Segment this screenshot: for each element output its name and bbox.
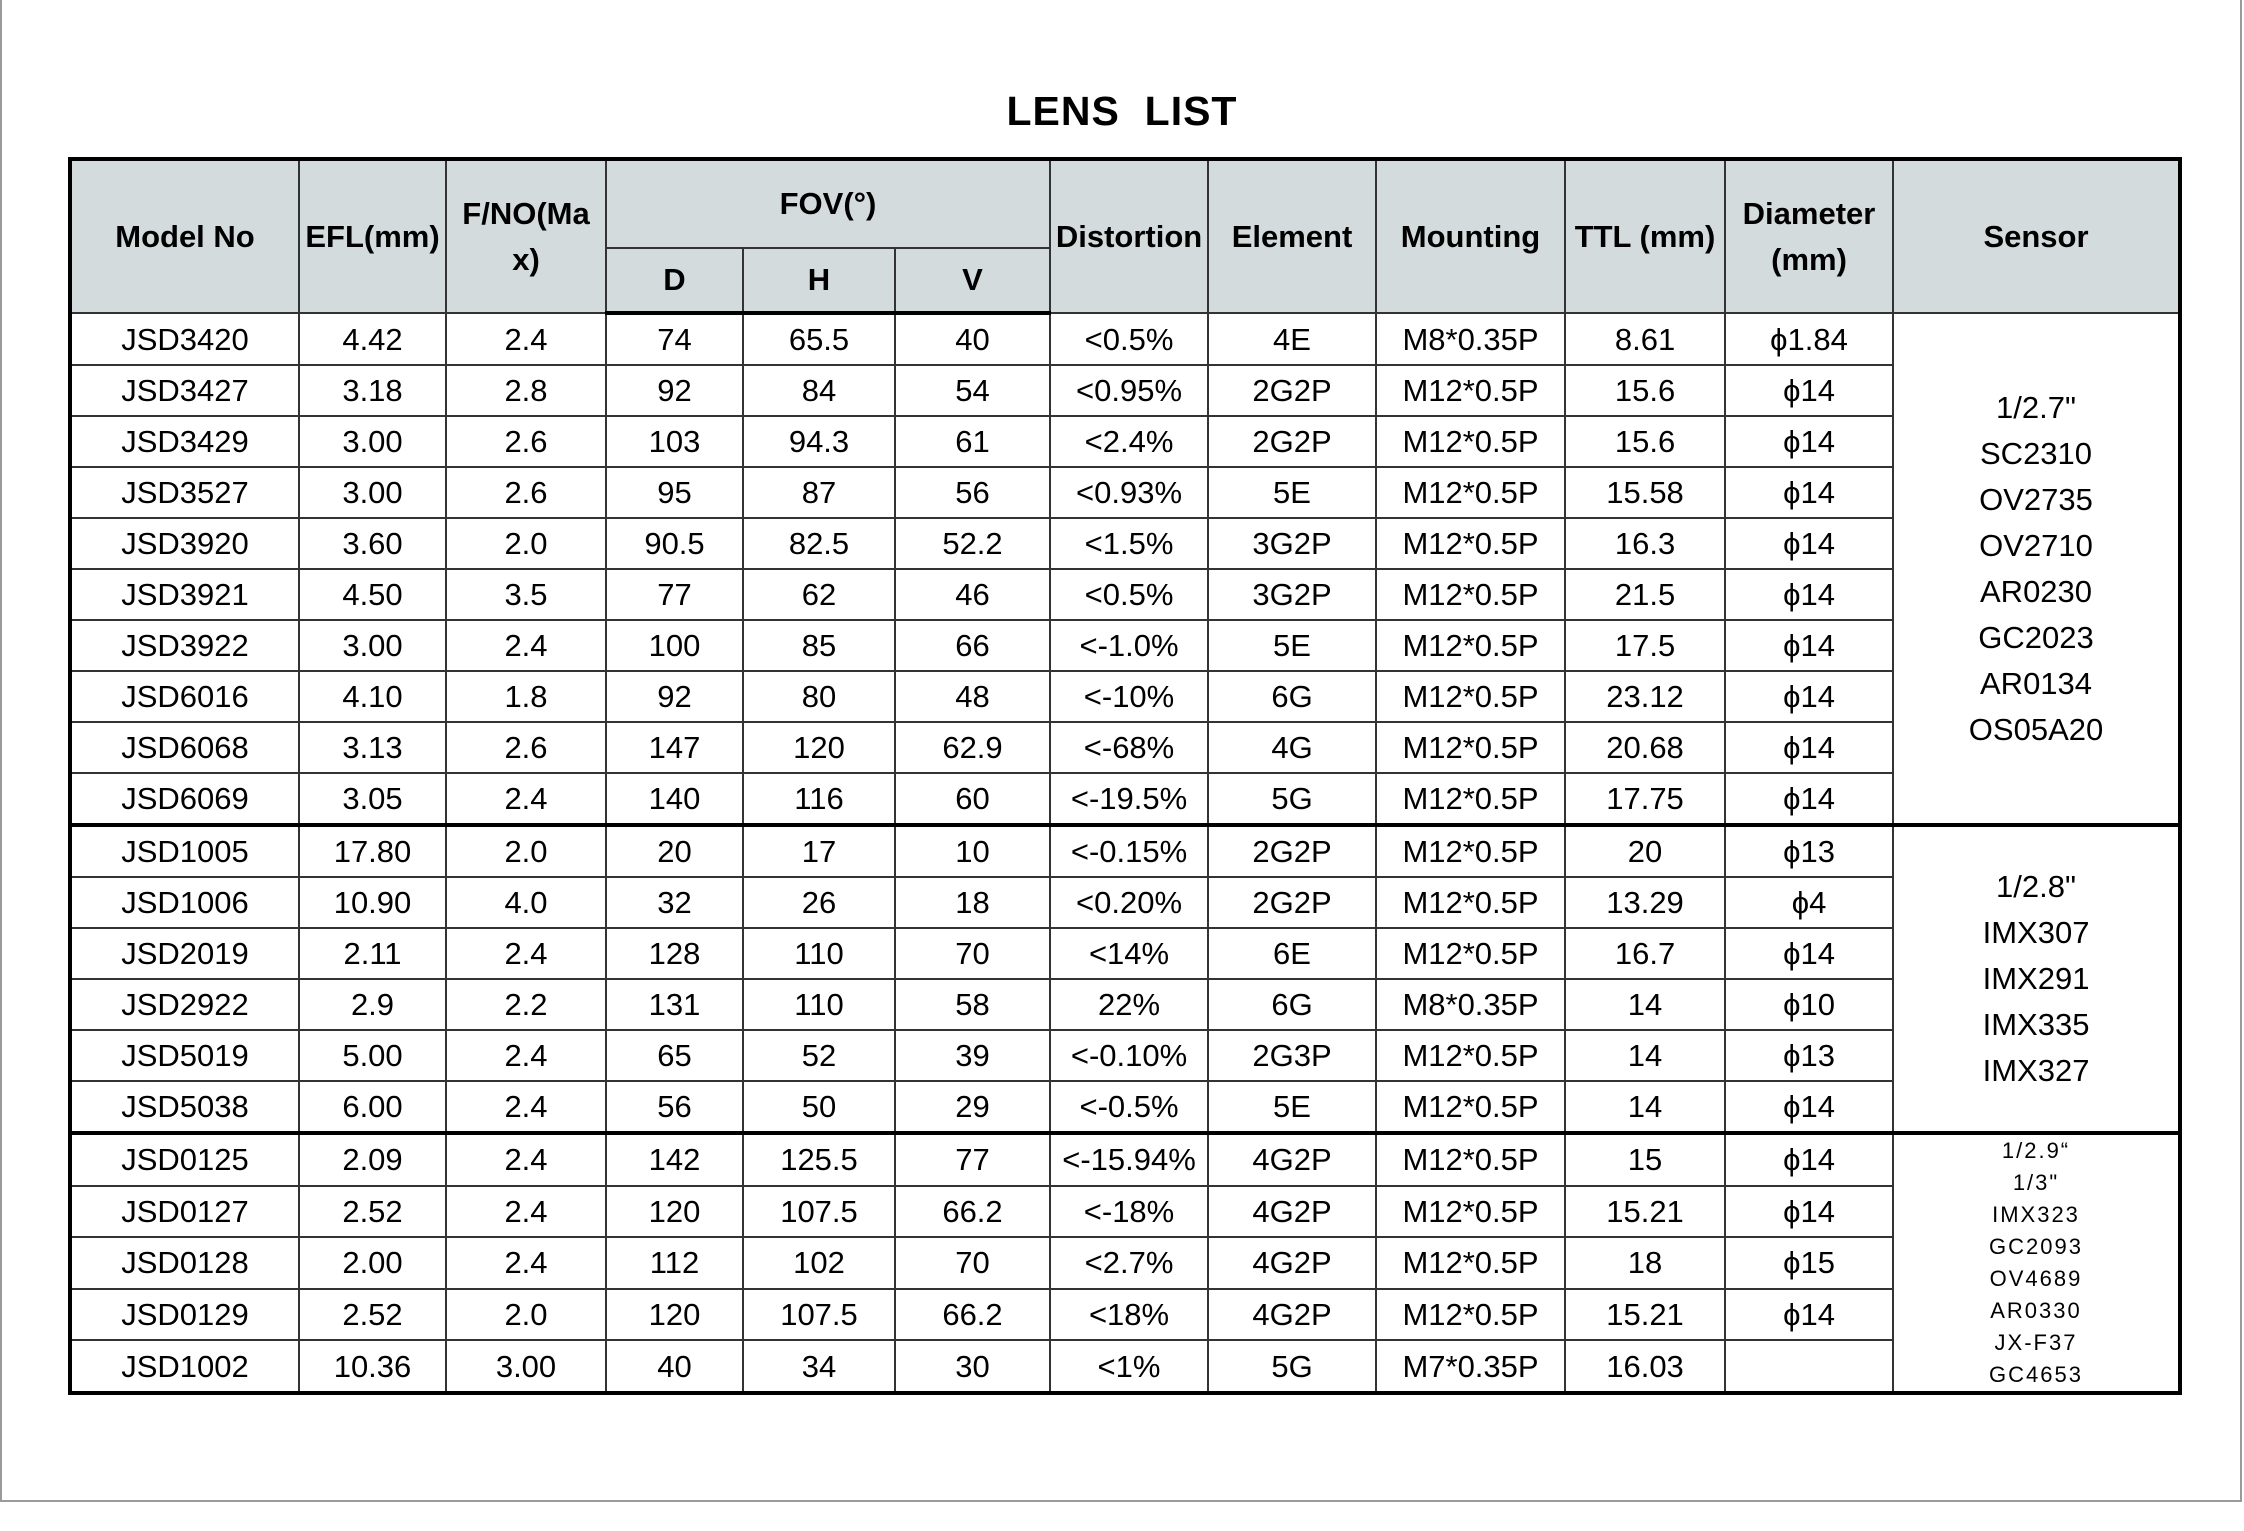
element-cell: 4G2P	[1208, 1186, 1376, 1238]
model-cell: JSD3420	[70, 313, 299, 365]
fov-h-cell: 116	[743, 773, 895, 825]
efl-cell: 3.18	[299, 365, 446, 416]
ttl-cell: 21.5	[1565, 569, 1725, 620]
model-cell: JSD3527	[70, 467, 299, 518]
element-cell: 5E	[1208, 467, 1376, 518]
ttl-cell: 8.61	[1565, 313, 1725, 365]
fov-h-cell: 110	[743, 928, 895, 979]
element-cell: 5E	[1208, 1081, 1376, 1133]
sensor-name: 1/2.9“	[2001, 1138, 2071, 1163]
model-cell: JSD1002	[70, 1340, 299, 1393]
diameter-cell: ϕ10	[1725, 979, 1893, 1030]
header-model: Model No	[70, 159, 299, 313]
table-row	[70, 1237, 2180, 1289]
fno-cell: 2.2	[446, 979, 606, 1030]
header-efl: EFL(mm)	[299, 159, 446, 313]
fov-d-cell: 95	[606, 467, 743, 518]
lens-group-3	[70, 1133, 2180, 1393]
ttl-cell: 20	[1565, 825, 1725, 877]
diameter-cell: ϕ14	[1725, 671, 1893, 722]
model-cell: JSD0127	[70, 1186, 299, 1238]
sensor-cell	[1893, 825, 2180, 1133]
diameter-cell: ϕ14	[1725, 1186, 1893, 1238]
element-cell: 6G	[1208, 671, 1376, 722]
sensor-name: IMX323	[1992, 1202, 2080, 1227]
fov-h-cell: 120	[743, 722, 895, 773]
efl-cell: 3.00	[299, 467, 446, 518]
lens-group-1	[70, 313, 2180, 825]
fov-h-cell: 94.3	[743, 416, 895, 467]
sensor-name: OV2735	[1979, 481, 2093, 517]
ttl-cell: 14	[1565, 1081, 1725, 1133]
ttl-cell: 18	[1565, 1237, 1725, 1289]
fov-v-cell: 70	[895, 1237, 1050, 1289]
efl-cell: 4.50	[299, 569, 446, 620]
fov-d-cell: 140	[606, 773, 743, 825]
distortion-cell: <0.95%	[1050, 365, 1208, 416]
element-cell: 2G2P	[1208, 825, 1376, 877]
efl-cell: 2.9	[299, 979, 446, 1030]
distortion-cell: <0.20%	[1050, 877, 1208, 928]
mounting-cell: M12*0.5P	[1376, 825, 1565, 877]
model-cell: JSD0129	[70, 1289, 299, 1341]
model-cell: JSD0128	[70, 1237, 299, 1289]
distortion-cell: <-10%	[1050, 671, 1208, 722]
table-row	[70, 979, 2180, 1030]
fov-h-cell: 102	[743, 1237, 895, 1289]
efl-cell: 6.00	[299, 1081, 446, 1133]
fov-v-cell: 48	[895, 671, 1050, 722]
header-fov-h: H	[743, 248, 895, 313]
header-mounting: Mounting	[1376, 159, 1565, 313]
header-diameter: Diameter (mm)	[1725, 159, 1893, 313]
mounting-cell: M12*0.5P	[1376, 722, 1565, 773]
efl-cell: 3.05	[299, 773, 446, 825]
fov-d-cell: 20	[606, 825, 743, 877]
mounting-cell: M12*0.5P	[1376, 1186, 1565, 1238]
fov-v-cell: 66	[895, 620, 1050, 671]
element-cell: 4G	[1208, 722, 1376, 773]
diameter-cell	[1725, 1340, 1893, 1393]
mounting-cell: M12*0.5P	[1376, 365, 1565, 416]
fov-v-cell: 62.9	[895, 722, 1050, 773]
element-cell: 2G2P	[1208, 365, 1376, 416]
sensor-cell	[1893, 1133, 2180, 1393]
ttl-cell: 17.75	[1565, 773, 1725, 825]
diameter-cell: ϕ13	[1725, 1030, 1893, 1081]
efl-cell: 17.80	[299, 825, 446, 877]
diameter-cell: ϕ14	[1725, 1133, 1893, 1186]
element-cell: 5E	[1208, 620, 1376, 671]
model-cell: JSD3920	[70, 518, 299, 569]
fov-h-cell: 62	[743, 569, 895, 620]
fno-cell: 2.4	[446, 1186, 606, 1238]
fov-v-cell: 29	[895, 1081, 1050, 1133]
model-cell: JSD1006	[70, 877, 299, 928]
diameter-cell: ϕ14	[1725, 1081, 1893, 1133]
fov-v-cell: 40	[895, 313, 1050, 365]
mounting-cell: M7*0.35P	[1376, 1340, 1565, 1393]
fov-v-cell: 52.2	[895, 518, 1050, 569]
fno-cell: 2.6	[446, 467, 606, 518]
header-distortion: Distortion	[1050, 159, 1208, 313]
mounting-cell: M12*0.5P	[1376, 1289, 1565, 1341]
efl-cell: 2.52	[299, 1186, 446, 1238]
fno-cell: 2.4	[446, 1030, 606, 1081]
distortion-cell: <-15.94%	[1050, 1133, 1208, 1186]
fov-d-cell: 112	[606, 1237, 743, 1289]
fov-d-cell: 77	[606, 569, 743, 620]
fno-cell: 2.4	[446, 1133, 606, 1186]
efl-cell: 2.11	[299, 928, 446, 979]
fno-cell: 3.5	[446, 569, 606, 620]
diameter-cell: ϕ14	[1725, 518, 1893, 569]
ttl-cell: 17.5	[1565, 620, 1725, 671]
fov-d-cell: 120	[606, 1289, 743, 1341]
ttl-cell: 16.7	[1565, 928, 1725, 979]
ttl-cell: 15.6	[1565, 416, 1725, 467]
table-row	[70, 518, 2180, 569]
fov-d-cell: 142	[606, 1133, 743, 1186]
header-fno: F/NO(Ma x)	[446, 159, 606, 313]
ttl-cell: 15	[1565, 1133, 1725, 1186]
sensor-name: AR0230	[1980, 573, 2093, 609]
fov-d-cell: 147	[606, 722, 743, 773]
sensor-name: SC2310	[1980, 435, 2093, 471]
table-row	[70, 1030, 2180, 1081]
distortion-cell: <-0.15%	[1050, 825, 1208, 877]
diameter-cell: ϕ14	[1725, 620, 1893, 671]
fno-cell: 3.00	[446, 1340, 606, 1393]
diameter-cell: ϕ15	[1725, 1237, 1893, 1289]
header-fov: FOV(°)	[606, 159, 1050, 248]
efl-cell: 2.09	[299, 1133, 446, 1186]
table-row	[70, 928, 2180, 979]
distortion-cell: <-68%	[1050, 722, 1208, 773]
fno-cell: 2.4	[446, 928, 606, 979]
table-row	[70, 722, 2180, 773]
fov-v-cell: 61	[895, 416, 1050, 467]
fov-h-cell: 87	[743, 467, 895, 518]
distortion-cell: <-0.5%	[1050, 1081, 1208, 1133]
distortion-cell: <1.5%	[1050, 518, 1208, 569]
distortion-cell: <0.93%	[1050, 467, 1208, 518]
ttl-cell: 14	[1565, 979, 1725, 1030]
fov-h-cell: 107.5	[743, 1289, 895, 1341]
fov-v-cell: 30	[895, 1340, 1050, 1393]
header-fov-d: D	[606, 248, 743, 313]
fov-d-cell: 65	[606, 1030, 743, 1081]
fov-d-cell: 92	[606, 671, 743, 722]
mounting-cell: M12*0.5P	[1376, 928, 1565, 979]
diameter-cell: ϕ14	[1725, 569, 1893, 620]
mounting-cell: M12*0.5P	[1376, 1030, 1565, 1081]
model-cell: JSD1005	[70, 825, 299, 877]
mounting-cell: M12*0.5P	[1376, 877, 1565, 928]
mounting-cell: M12*0.5P	[1376, 569, 1565, 620]
efl-cell: 5.00	[299, 1030, 446, 1081]
ttl-cell: 23.12	[1565, 671, 1725, 722]
fov-v-cell: 70	[895, 928, 1050, 979]
ttl-cell: 16.03	[1565, 1340, 1725, 1393]
efl-cell: 2.00	[299, 1237, 446, 1289]
fov-v-cell: 56	[895, 467, 1050, 518]
distortion-cell: <0.5%	[1050, 569, 1208, 620]
fov-d-cell: 40	[606, 1340, 743, 1393]
lens-table	[68, 157, 2182, 1395]
fov-v-cell: 60	[895, 773, 1050, 825]
fov-d-cell: 103	[606, 416, 743, 467]
sensor-name: OS05A20	[1968, 711, 2104, 747]
element-cell: 4G2P	[1208, 1237, 1376, 1289]
mounting-cell: M12*0.5P	[1376, 1133, 1565, 1186]
table-row	[70, 416, 2180, 467]
fov-d-cell: 90.5	[606, 518, 743, 569]
table-row	[70, 825, 2180, 877]
table-row	[70, 620, 2180, 671]
sensor-name: 1/2.7"	[1996, 389, 2076, 425]
sensor-name: 1/3"	[2012, 1170, 2060, 1195]
model-cell: JSD5019	[70, 1030, 299, 1081]
ttl-cell: 20.68	[1565, 722, 1725, 773]
fov-h-cell: 84	[743, 365, 895, 416]
model-cell: JSD6069	[70, 773, 299, 825]
mounting-cell: M12*0.5P	[1376, 416, 1565, 467]
model-cell: JSD2922	[70, 979, 299, 1030]
model-cell: JSD2019	[70, 928, 299, 979]
header-ttl: TTL (mm)	[1565, 159, 1725, 313]
element-cell: 3G2P	[1208, 569, 1376, 620]
distortion-cell: <0.5%	[1050, 313, 1208, 365]
element-cell: 4G2P	[1208, 1133, 1376, 1186]
distortion-cell: <-0.10%	[1050, 1030, 1208, 1081]
fov-v-cell: 18	[895, 877, 1050, 928]
table-row	[70, 1133, 2180, 1186]
fov-d-cell: 74	[606, 313, 743, 365]
table-row	[70, 671, 2180, 722]
element-cell: 3G2P	[1208, 518, 1376, 569]
fno-cell: 2.8	[446, 365, 606, 416]
fov-h-cell: 80	[743, 671, 895, 722]
sensor-name: IMX335	[1982, 1007, 2090, 1042]
mounting-cell: M12*0.5P	[1376, 518, 1565, 569]
fov-v-cell: 46	[895, 569, 1050, 620]
fno-cell: 2.0	[446, 1289, 606, 1341]
fov-d-cell: 92	[606, 365, 743, 416]
efl-cell: 2.52	[299, 1289, 446, 1341]
efl-cell: 3.00	[299, 416, 446, 467]
model-cell: JSD0125	[70, 1133, 299, 1186]
sensor-name: OV2710	[1979, 527, 2093, 563]
mounting-cell: M12*0.5P	[1376, 1081, 1565, 1133]
header-element: Element	[1208, 159, 1376, 313]
header-fov-v: V	[895, 248, 1050, 313]
fov-d-cell: 131	[606, 979, 743, 1030]
model-cell: JSD3922	[70, 620, 299, 671]
fov-h-cell: 125.5	[743, 1133, 895, 1186]
element-cell: 4G2P	[1208, 1289, 1376, 1341]
diameter-cell: ϕ14	[1725, 416, 1893, 467]
fno-cell: 2.4	[446, 773, 606, 825]
model-cell: JSD3921	[70, 569, 299, 620]
model-cell: JSD3429	[70, 416, 299, 467]
ttl-cell: 15.58	[1565, 467, 1725, 518]
element-cell: 5G	[1208, 1340, 1376, 1393]
distortion-cell: <1%	[1050, 1340, 1208, 1393]
sensor-name: GC4653	[1989, 1362, 2083, 1387]
fno-cell: 2.4	[446, 313, 606, 365]
fov-v-cell: 77	[895, 1133, 1050, 1186]
table-row	[70, 773, 2180, 825]
page-title: LENS LIST	[1006, 88, 1238, 134]
element-cell: 2G2P	[1208, 877, 1376, 928]
model-cell: JSD5038	[70, 1081, 299, 1133]
diameter-cell: ϕ1.84	[1725, 313, 1893, 365]
fov-h-cell: 50	[743, 1081, 895, 1133]
fov-h-cell: 17	[743, 825, 895, 877]
ttl-cell: 15.21	[1565, 1186, 1725, 1238]
fno-cell: 2.4	[446, 1081, 606, 1133]
sensor-name: AR0134	[1980, 665, 2093, 701]
table-row	[70, 1186, 2180, 1238]
fno-cell: 2.4	[446, 1237, 606, 1289]
table-row	[70, 365, 2180, 416]
fov-v-cell: 10	[895, 825, 1050, 877]
element-cell: 5G	[1208, 773, 1376, 825]
diameter-cell: ϕ4	[1725, 877, 1893, 928]
sensor-name: AR0330	[1990, 1298, 2082, 1323]
header-sensor: Sensor	[1893, 159, 2180, 313]
ttl-cell: 15.21	[1565, 1289, 1725, 1341]
fov-d-cell: 100	[606, 620, 743, 671]
fov-d-cell: 32	[606, 877, 743, 928]
efl-cell: 3.00	[299, 620, 446, 671]
distortion-cell: <18%	[1050, 1289, 1208, 1341]
table-row	[70, 569, 2180, 620]
mounting-cell: M8*0.35P	[1376, 313, 1565, 365]
diameter-cell: ϕ14	[1725, 928, 1893, 979]
efl-cell: 3.60	[299, 518, 446, 569]
fov-v-cell: 58	[895, 979, 1050, 1030]
efl-cell: 4.10	[299, 671, 446, 722]
table-row	[70, 1340, 2180, 1393]
sensor-name: IMX307	[1982, 915, 2090, 950]
element-cell: 2G2P	[1208, 416, 1376, 467]
fov-v-cell: 66.2	[895, 1186, 1050, 1238]
fov-h-cell: 26	[743, 877, 895, 928]
distortion-cell: <14%	[1050, 928, 1208, 979]
sensor-name: GC2093	[1989, 1234, 2083, 1259]
model-cell: JSD6068	[70, 722, 299, 773]
sensor-name: GC2023	[1978, 619, 2094, 655]
mounting-cell: M12*0.5P	[1376, 620, 1565, 671]
fno-cell: 1.8	[446, 671, 606, 722]
fov-d-cell: 128	[606, 928, 743, 979]
mounting-cell: M12*0.5P	[1376, 467, 1565, 518]
distortion-cell: <-18%	[1050, 1186, 1208, 1238]
sensor-cell	[1893, 313, 2180, 825]
fov-h-cell: 82.5	[743, 518, 895, 569]
ttl-cell: 15.6	[1565, 365, 1725, 416]
element-cell: 6G	[1208, 979, 1376, 1030]
fno-cell: 2.6	[446, 416, 606, 467]
table-row	[70, 1081, 2180, 1133]
sensor-name: IMX327	[1982, 1053, 2090, 1088]
element-cell: 4E	[1208, 313, 1376, 365]
sensor-name: OV4689	[1989, 1266, 2083, 1291]
distortion-cell: <-19.5%	[1050, 773, 1208, 825]
fov-h-cell: 110	[743, 979, 895, 1030]
diameter-cell: ϕ14	[1725, 365, 1893, 416]
diameter-cell: ϕ14	[1725, 773, 1893, 825]
fno-cell: 4.0	[446, 877, 606, 928]
table-row	[70, 313, 2180, 365]
table-row	[70, 877, 2180, 928]
fov-v-cell: 66.2	[895, 1289, 1050, 1341]
model-cell: JSD3427	[70, 365, 299, 416]
lens-group-2	[70, 825, 2180, 1133]
distortion-cell: <2.7%	[1050, 1237, 1208, 1289]
diameter-cell: ϕ14	[1725, 1289, 1893, 1341]
model-cell: JSD6016	[70, 671, 299, 722]
fov-d-cell: 120	[606, 1186, 743, 1238]
ttl-cell: 13.29	[1565, 877, 1725, 928]
fov-v-cell: 54	[895, 365, 1050, 416]
distortion-cell: <-1.0%	[1050, 620, 1208, 671]
table-row	[70, 1289, 2180, 1341]
distortion-cell: 22%	[1050, 979, 1208, 1030]
sensor-name: 1/2.8"	[1996, 869, 2076, 904]
ttl-cell: 14	[1565, 1030, 1725, 1081]
fov-h-cell: 85	[743, 620, 895, 671]
element-cell: 2G3P	[1208, 1030, 1376, 1081]
fov-h-cell: 34	[743, 1340, 895, 1393]
mounting-cell: M12*0.5P	[1376, 1237, 1565, 1289]
mounting-cell: M12*0.5P	[1376, 671, 1565, 722]
fov-h-cell: 107.5	[743, 1186, 895, 1238]
efl-cell: 10.36	[299, 1340, 446, 1393]
element-cell: 6E	[1208, 928, 1376, 979]
fov-v-cell: 39	[895, 1030, 1050, 1081]
fov-h-cell: 52	[743, 1030, 895, 1081]
efl-cell: 4.42	[299, 313, 446, 365]
diameter-cell: ϕ14	[1725, 722, 1893, 773]
fno-cell: 2.0	[446, 825, 606, 877]
mounting-cell: M8*0.35P	[1376, 979, 1565, 1030]
efl-cell: 3.13	[299, 722, 446, 773]
diameter-cell: ϕ13	[1725, 825, 1893, 877]
diameter-cell: ϕ14	[1725, 467, 1893, 518]
mounting-cell: M12*0.5P	[1376, 773, 1565, 825]
table-row	[70, 467, 2180, 518]
sensor-name: IMX291	[1982, 961, 2090, 996]
fov-d-cell: 56	[606, 1081, 743, 1133]
fov-h-cell: 65.5	[743, 313, 895, 365]
efl-cell: 10.90	[299, 877, 446, 928]
fno-cell: 2.6	[446, 722, 606, 773]
sensor-name: JX-F37	[1994, 1330, 2078, 1355]
distortion-cell: <2.4%	[1050, 416, 1208, 467]
fno-cell: 2.4	[446, 620, 606, 671]
fno-cell: 2.0	[446, 518, 606, 569]
ttl-cell: 16.3	[1565, 518, 1725, 569]
